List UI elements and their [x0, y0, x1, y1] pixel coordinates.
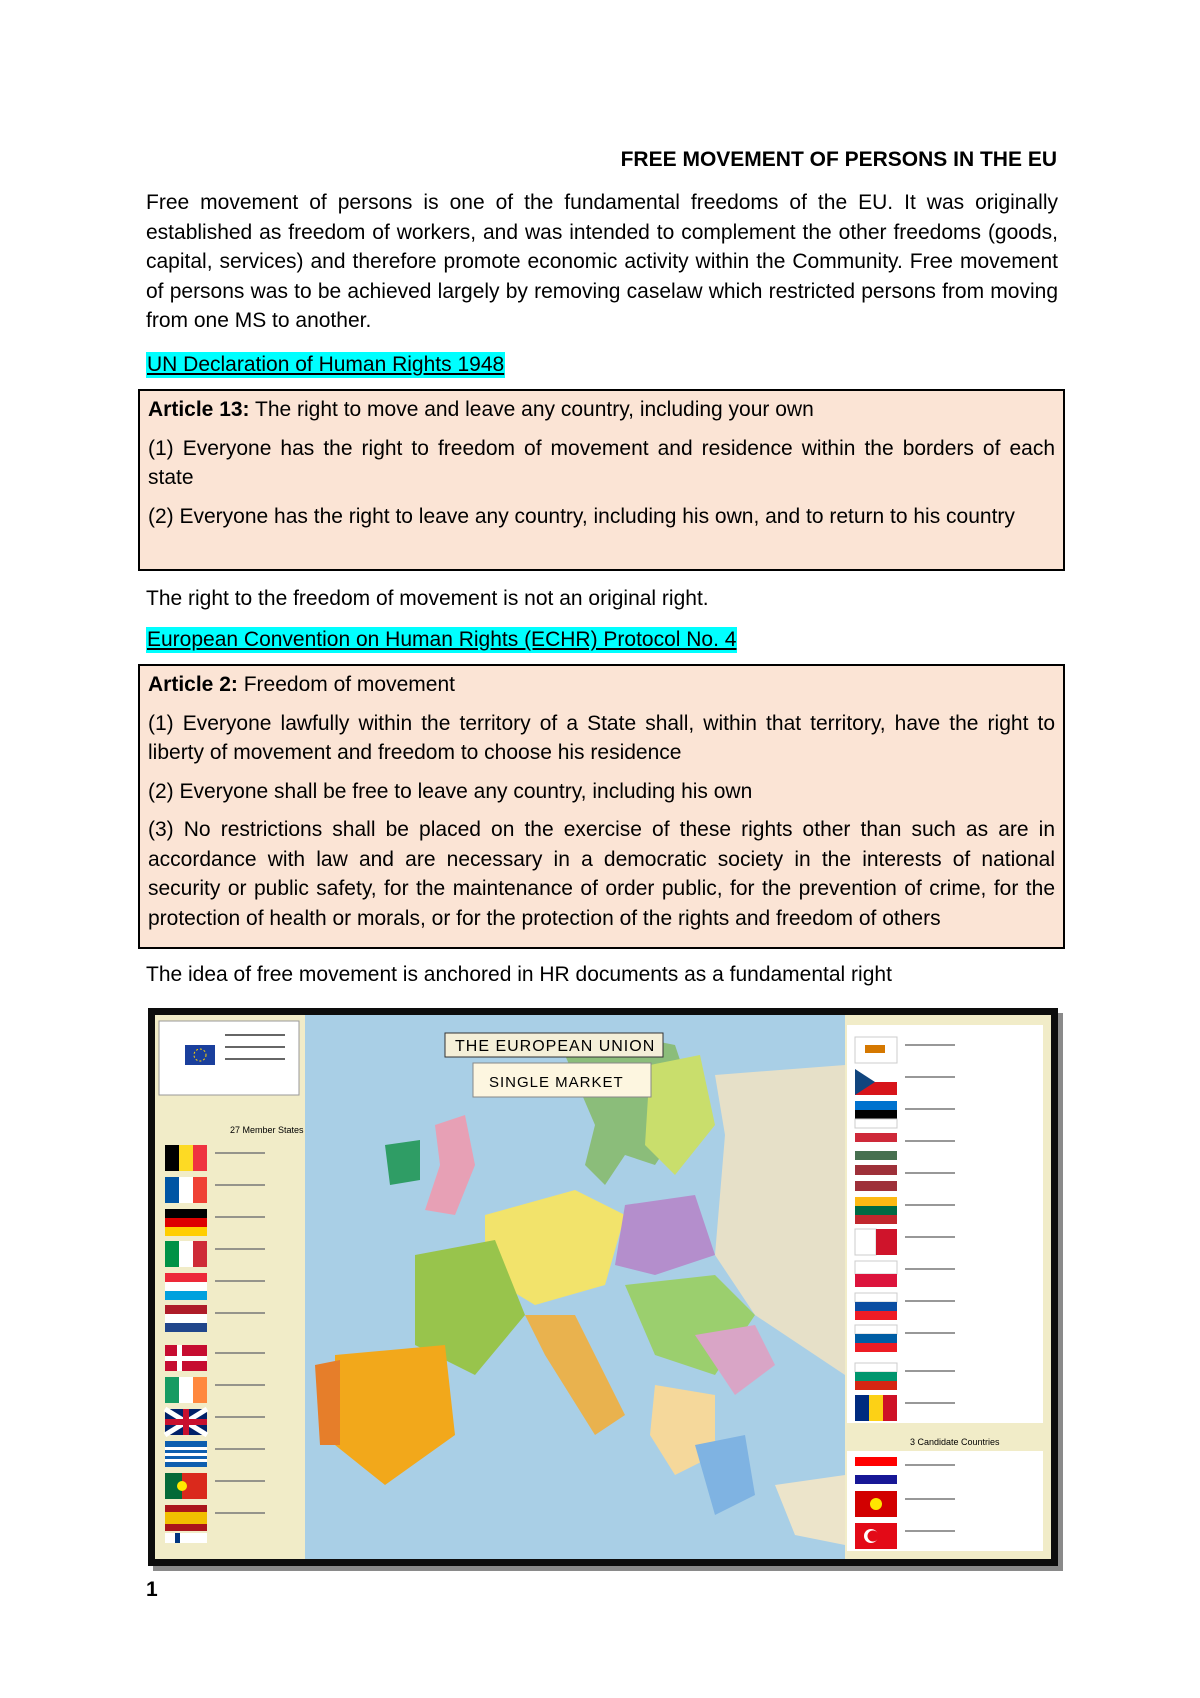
eu-map-image: [148, 1008, 1058, 1566]
flag-turkey: [855, 1523, 897, 1549]
article-13-para-1: (1) Everyone has the right to freedom of movement and residence within the borders of each state: [148, 436, 1055, 489]
flag-germany: [165, 1209, 207, 1236]
article-2-heading: [148, 670, 1055, 700]
heading-un-declaration: UN Declaration of Human Rights 1948: [147, 353, 505, 376]
map-subtitle-text: SINGLE MARKET: [489, 1074, 624, 1091]
after-un-paragraph: The right to the freedom of movement is not an original right.: [146, 587, 709, 610]
article-2-title: Freedom of movement: [237, 673, 455, 696]
article-13-box: [138, 389, 1065, 571]
flag-cyprus: [855, 1037, 897, 1063]
flag-slovakia: [855, 1293, 897, 1320]
article-2-para-1: (1) Everyone lawfully within the territory of a State shall, within that territory, have the right to liberty of movement and freedom to choose his residence: [148, 711, 1055, 764]
flag-finland: [165, 1533, 207, 1543]
intro-paragraph: Free movement of persons is one of the fundamental freedoms of the EU. It was originally established as freedom of workers, and was intended to complement the other freedoms (goods, capital, services) and therefore promote economic activity within the Community. Free movement of persons was to be achieved largely by removing caselaw which restricted persons from moving from one MS to another.: [146, 191, 1058, 332]
flag-italy: [165, 1241, 207, 1267]
article-2-label: Article 2:: [148, 673, 238, 696]
article-2-para-2: (2) Everyone shall be free to leave any country, including his own: [148, 779, 753, 803]
flag-united-kingdom: [165, 1409, 207, 1435]
flag-latvia: [855, 1165, 897, 1191]
heading-echr-protocol: European Convention on Human Rights (ECHR) Protocol No. 4: [147, 628, 737, 651]
member-states-label: 27 Member States: [230, 1125, 304, 1135]
page-number: 1: [146, 1578, 158, 1601]
flag-ireland: [165, 1377, 207, 1403]
ireland-shape: [385, 1140, 420, 1185]
article-13-title: The right to move and leave any country, including your own: [249, 398, 814, 421]
flag-france: [165, 1177, 207, 1203]
article-13-label: Article 13:: [148, 398, 250, 421]
eu-map-svg: [155, 1015, 1051, 1559]
flag-romania: [855, 1395, 897, 1421]
flag-croatia: [855, 1457, 897, 1484]
flag-slovenia: [855, 1325, 897, 1352]
flag-lithuania: [855, 1197, 897, 1224]
after-echr-paragraph: The idea of free movement is anchored in HR documents as a fundamental right: [146, 963, 892, 986]
flag-hungary: [855, 1133, 897, 1160]
flag-belgium: [165, 1145, 207, 1171]
map-title-text: THE EUROPEAN UNION: [455, 1038, 656, 1055]
article-13-para-2: (2) Everyone has the right to leave any country, including his own, and to return to his country: [148, 504, 1015, 528]
flag-macedonia: [855, 1491, 897, 1517]
flag-denmark: [165, 1345, 207, 1371]
article-2-para-3: (3) No restrictions shall be placed on the exercise of these rights other than such as are in accordance with law and are necessary in a democratic society in the interests of national security or public safety, for the maintenance of order public, for the prevention of crime, for the protection of health or morals, or for the protection of the rights and freedom of others: [148, 818, 1055, 930]
flag-bulgaria: [855, 1363, 897, 1390]
eu-flag-logo: [185, 1045, 215, 1065]
page-title: FREE MOVEMENT OF PERSONS IN THE EU: [620, 148, 1057, 171]
candidate-countries-label: 3 Candidate Countries: [910, 1437, 1000, 1447]
flag-greece: [165, 1441, 207, 1467]
flag-netherlands: [165, 1305, 207, 1332]
flag-czech: [855, 1069, 897, 1095]
flag-malta: [855, 1229, 897, 1255]
article-2-box: [138, 664, 1065, 949]
flag-spain: [165, 1505, 207, 1531]
flag-estonia: [855, 1101, 897, 1128]
flag-portugal: [165, 1473, 207, 1499]
flag-luxembourg: [165, 1273, 207, 1300]
flag-poland: [855, 1261, 897, 1287]
article-13-heading: [148, 395, 1055, 425]
